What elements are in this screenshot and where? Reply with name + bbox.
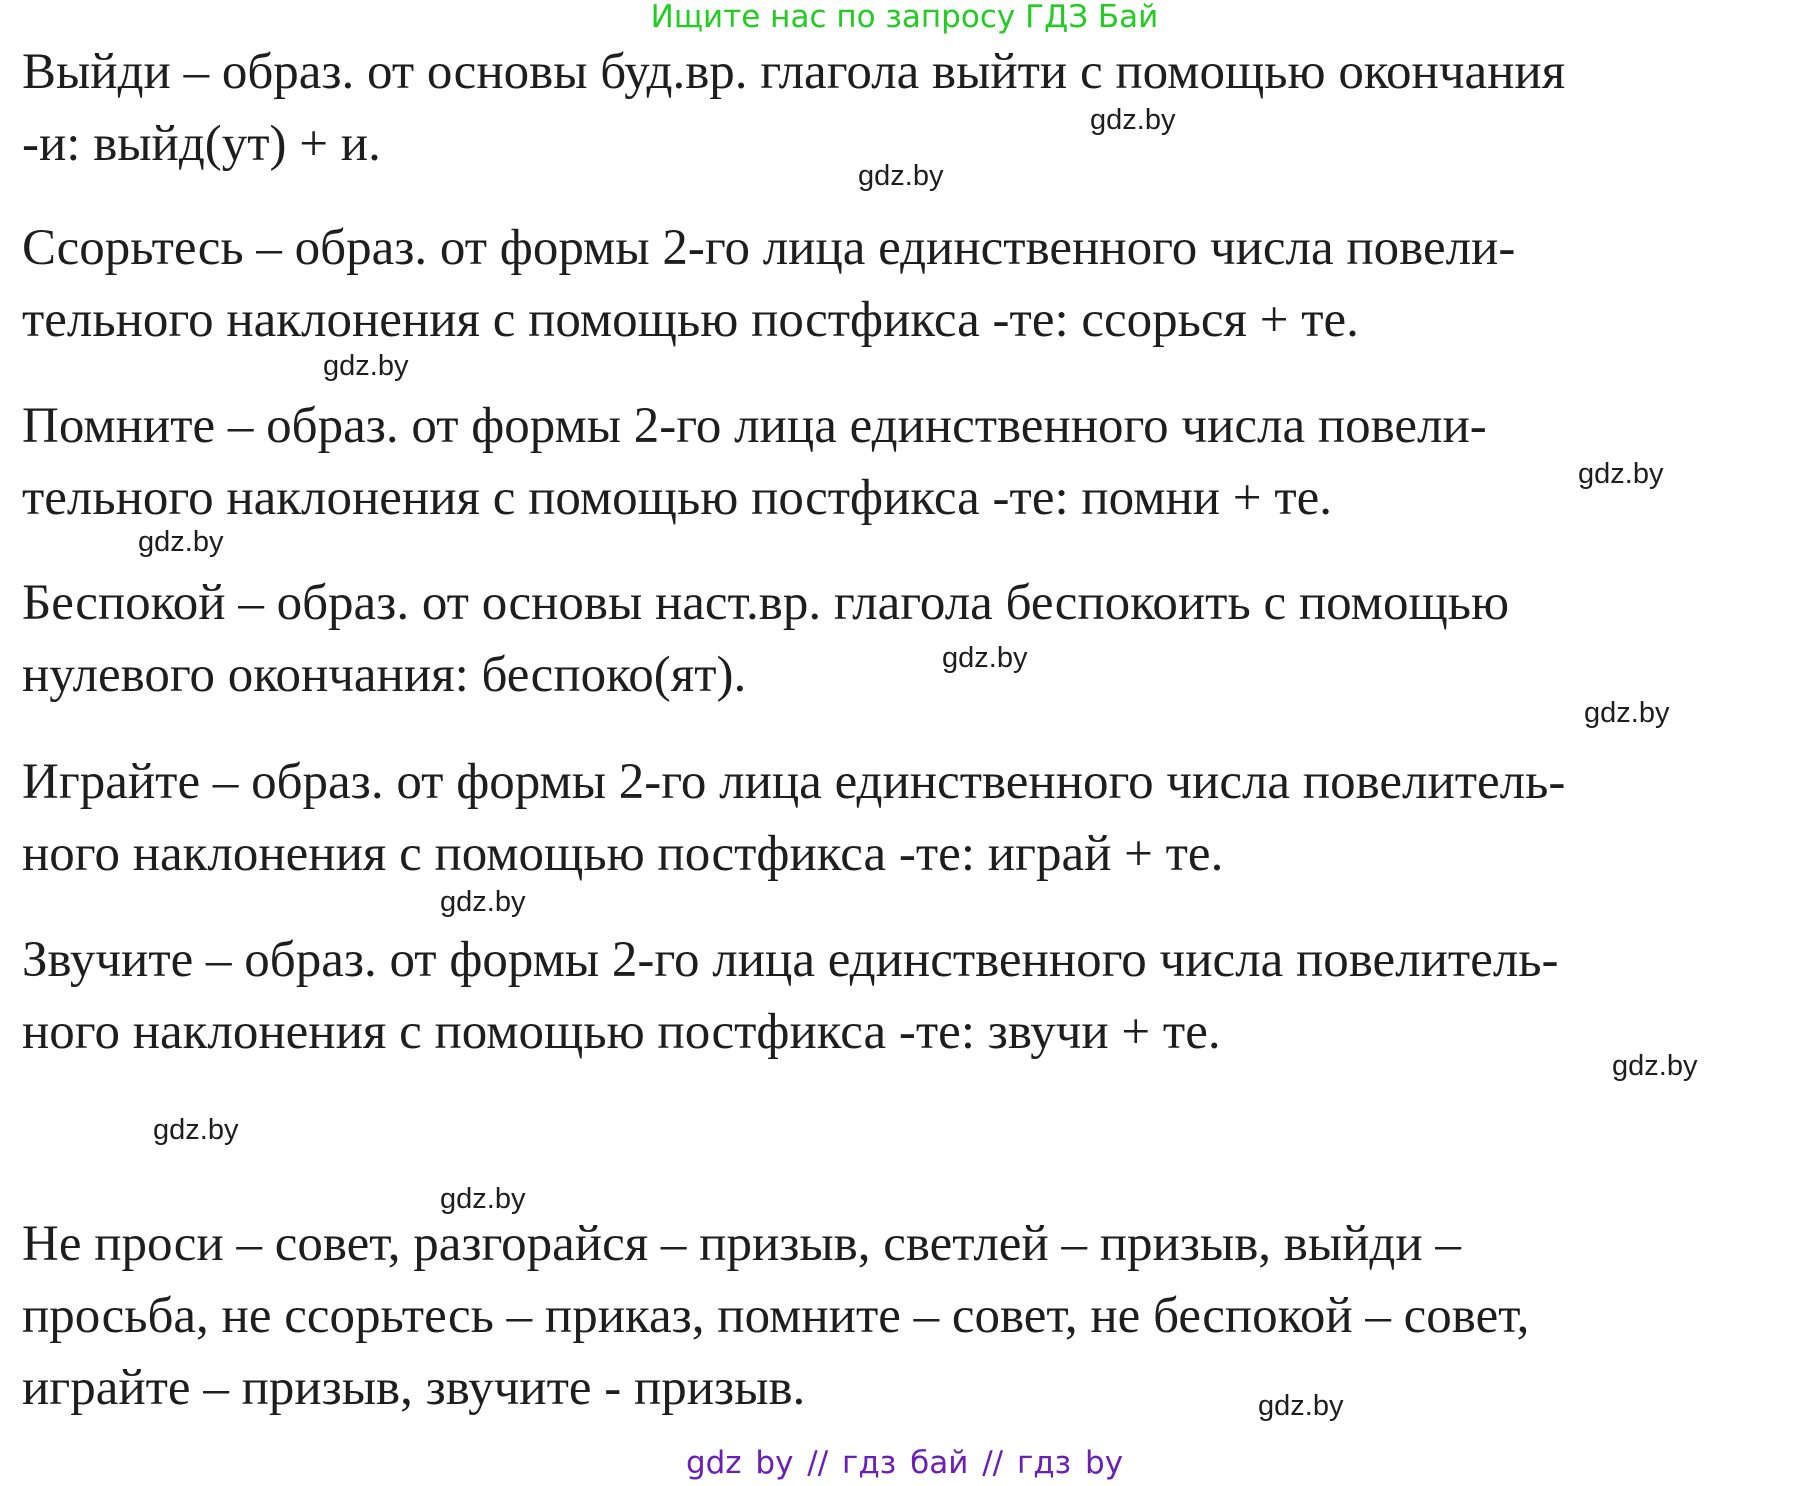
watermark: gdz.by [1090, 104, 1176, 136]
watermark: gdz.by [1612, 1050, 1698, 1082]
text-line: ного наклонения с помощью постфикса -те: звучи + те. [22, 1004, 1221, 1060]
text-line: ного наклонения с помощью постфикса -те: играй + те. [22, 826, 1224, 882]
text-line: Звучите – образ. от формы 2-го лица единственного числа повелитель- [22, 932, 1559, 988]
text-line: тельного наклонения с помощью постфикса -те: помни + те. [22, 470, 1332, 526]
text-line: тельного наклонения с помощью постфикса -те: ссорься + те. [22, 292, 1359, 348]
watermark: gdz.by [1258, 1390, 1344, 1422]
text-line: Ссорьтесь – образ. от формы 2-го лица единственного числа повели- [22, 220, 1516, 276]
text-line: Помните – образ. от формы 2-го лица единственного числа повели- [22, 398, 1487, 454]
watermark: gdz.by [323, 350, 409, 382]
paragraph-zvuchite [22, 924, 1559, 1068]
text-line: просьба, не ссорьтесь – приказ, помните – совет, не беспокой – совет, [22, 1288, 1530, 1344]
watermark: gdz.by [858, 160, 944, 192]
watermark: gdz.by [1578, 458, 1664, 490]
text-line: Не проси – совет, разгорайся – призыв, светлей – призыв, выйди – [22, 1216, 1461, 1272]
watermark: gdz.by [440, 886, 526, 918]
watermark: gdz.by [1584, 697, 1670, 729]
paragraph-pomnite [22, 390, 1487, 534]
footer-links: gdz by // гдз бай // гдз by [685, 1445, 1124, 1481]
header-banner: Ищите нас по запросу ГДЗ Бай [650, 0, 1159, 35]
paragraph-igraite [22, 746, 1565, 890]
watermark: gdz.by [138, 526, 224, 558]
watermark: gdz.by [440, 1183, 526, 1215]
paragraph-bespokoi [22, 567, 1509, 711]
text-line: -и: выйд(ут) + и. [22, 116, 381, 172]
text-line: играйте – призыв, звучите - призыв. [22, 1360, 806, 1416]
text-line: Беспокой – образ. от основы наст.вр. глагола беспокоить с помощью [22, 575, 1510, 631]
text-line: Играйте – образ. от формы 2-го лица единственного числа повелитель- [22, 754, 1566, 810]
paragraph-ssortes [22, 212, 1515, 356]
watermark: gdz.by [153, 1114, 239, 1146]
watermark: gdz.by [942, 642, 1028, 674]
paragraph-vyidi [22, 36, 1565, 180]
text-line: Выйди – образ. от основы буд.вр. глагола выйти с помощью окончания [22, 44, 1566, 100]
text-line: нулевого окончания: беспоко(ят). [22, 647, 747, 703]
